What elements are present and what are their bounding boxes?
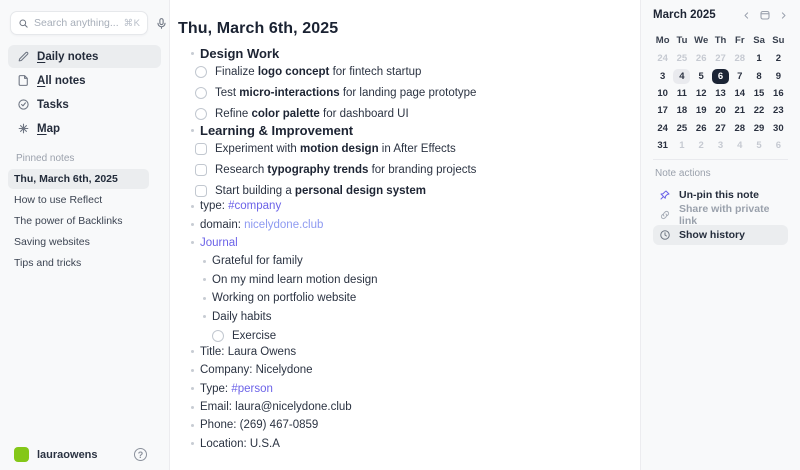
pin-icon [659, 189, 671, 201]
note-action-label: Show history [679, 229, 745, 242]
pinned-note-how-to-use-reflect[interactable]: How to use Reflect [14, 194, 103, 206]
calendar-day[interactable]: 9 [775, 70, 781, 82]
url-link[interactable]: nicelydone.club [244, 218, 324, 231]
bullet-item[interactable] [188, 435, 626, 453]
calendar-day[interactable]: 3 [717, 140, 724, 152]
pinned-note-saving-websites[interactable]: Saving websites [14, 236, 90, 248]
calendar-day[interactable]: 14 [734, 87, 746, 99]
search-input[interactable] [10, 11, 148, 35]
sidebar-nav [0, 43, 169, 140]
bullet-icon [188, 205, 197, 208]
user-avatar[interactable] [14, 447, 29, 462]
task-checkbox[interactable] [195, 87, 207, 99]
bullet-icon [200, 260, 209, 263]
bullet-item[interactable] [188, 215, 626, 233]
task-checkbox[interactable] [195, 108, 207, 120]
calendar-day[interactable]: 7 [737, 70, 743, 82]
calendar-day[interactable]: 28 [734, 53, 746, 65]
task-item[interactable] [195, 138, 626, 159]
search-placeholder: Search anything... [34, 17, 119, 29]
block-text: Email: laura@nicelydone.club [200, 401, 352, 414]
calendar-day[interactable]: 1 [679, 140, 685, 152]
block-text: Location: U.S.A [200, 437, 280, 450]
note-body [178, 45, 626, 453]
task-item[interactable] [195, 103, 626, 124]
bullet-item[interactable] [188, 416, 626, 434]
tag-link[interactable]: #person [231, 382, 273, 395]
help-button[interactable]: ? [134, 448, 147, 461]
calendar-day[interactable]: 27 [715, 53, 726, 65]
calendar-day[interactable]: 31 [657, 140, 668, 152]
sidebar-item-daily-notes[interactable] [8, 45, 161, 68]
user-row [14, 447, 147, 462]
bullet-item[interactable] [200, 252, 626, 270]
bullet-icon [188, 223, 197, 226]
block-text: Title: Laura Owens [200, 345, 297, 358]
bullet-icon [188, 442, 197, 445]
bullet-item[interactable] [188, 380, 626, 398]
calendar-header [653, 6, 788, 24]
block-text: Exercise [232, 330, 277, 343]
calendar-weekday-row [653, 30, 788, 50]
bullet-icon [188, 387, 197, 390]
bullet-item[interactable] [188, 398, 626, 416]
block-text: Refine color palette for dashboard UI [215, 107, 409, 120]
bullet-item[interactable] [188, 343, 626, 361]
calendar-day[interactable]: 5 [756, 140, 762, 152]
block-text: type: #company [200, 200, 282, 213]
calendar-day[interactable]: 2 [775, 53, 781, 65]
bullet-icon [188, 129, 197, 132]
block-text: Company: Nicelydone [200, 364, 313, 377]
note-title[interactable]: Thu, March 6th, 2025 [178, 20, 339, 37]
calendar-day[interactable]: 5 [698, 70, 704, 82]
note-heading[interactable] [188, 122, 626, 138]
calendar-day[interactable]: 30 [773, 122, 784, 134]
note-action-share-with-private-link[interactable] [653, 203, 788, 228]
calendar-day[interactable]: 13 [715, 87, 726, 99]
bullet-item[interactable] [200, 289, 626, 307]
note-action-show-history[interactable] [653, 225, 788, 245]
block-text: Learning & Improvement [200, 122, 354, 138]
bullet-icon [200, 315, 209, 318]
sidebar-item-label: Daily notes [37, 50, 99, 63]
pinned-notes-label: Pinned notes [16, 153, 75, 164]
sidebar-item-map[interactable] [8, 117, 161, 140]
calendar-day[interactable]: 20 [715, 105, 726, 117]
sidebar [0, 0, 170, 470]
block-text: Research typography trends for branding projects [215, 163, 477, 176]
calendar-day[interactable]: 15 [753, 87, 765, 99]
pinned-note-the-power-of-backlinks[interactable]: The power of Backlinks [14, 215, 123, 227]
calendar-day[interactable]: 16 [773, 87, 784, 99]
calendar-day[interactable]: 12 [695, 87, 707, 99]
calendar-days-grid [653, 50, 788, 154]
note-actions-list [653, 185, 788, 245]
task-item[interactable] [195, 82, 626, 103]
calendar-icon[interactable] [759, 9, 771, 21]
block-text: Type: #person [200, 382, 273, 395]
calendar-day[interactable]: 26 [695, 53, 707, 65]
microphone-button[interactable] [153, 15, 170, 32]
calendar-day[interactable]: 4 [672, 67, 691, 84]
calendar-day[interactable]: 29 [753, 122, 765, 134]
link-icon [659, 209, 671, 221]
calendar-day[interactable]: 26 [695, 122, 707, 134]
calendar-day[interactable]: 27 [715, 122, 726, 134]
calendar-day[interactable]: 2 [698, 140, 704, 152]
search-shortcut: ⌘K [123, 17, 141, 29]
bullet-item[interactable] [200, 307, 626, 325]
calendar-day[interactable]: 3 [659, 70, 666, 82]
user-name: lauraowens [37, 448, 98, 461]
sidebar-item-label: Map [37, 122, 61, 135]
calendar-day[interactable]: 8 [756, 70, 762, 82]
task-checkbox[interactable] [195, 164, 207, 176]
note-action-label: Un-pin this note [679, 189, 759, 202]
search-icon [18, 18, 29, 29]
bullet-item[interactable] [188, 234, 626, 252]
block-text: Grateful for family [212, 255, 303, 268]
bullet-icon [188, 369, 197, 372]
sidebar-item-label: Tasks [37, 98, 69, 111]
bullet-item[interactable] [188, 361, 626, 379]
task-checkbox[interactable] [212, 330, 224, 342]
tag-link[interactable]: Journal [200, 236, 238, 249]
pinned-note-tips-and-tricks[interactable]: Tips and tricks [14, 257, 82, 269]
calendar-title: March 2025 [653, 9, 716, 21]
calendar-day-selected[interactable]: 6 [711, 67, 730, 84]
bullet-icon [188, 350, 197, 353]
weekday-label: Fr [735, 34, 745, 46]
weekday-label: Th [714, 34, 727, 46]
block-text: Phone: (269) 467-0859 [200, 419, 319, 432]
bullet-icon [188, 424, 197, 427]
sidebar-item-tasks[interactable] [8, 93, 161, 116]
weekday-label: Tu [676, 34, 688, 46]
calendar-day[interactable]: 18 [676, 105, 688, 117]
calendar-day[interactable]: 1 [756, 53, 762, 65]
sidebar-item-all-notes[interactable] [8, 69, 161, 92]
calendar-day[interactable]: 10 [657, 87, 668, 99]
bullet-icon [188, 406, 197, 409]
calendar-day[interactable]: 28 [734, 122, 746, 134]
calendar-day[interactable]: 4 [737, 140, 743, 152]
block-text: Start building a personal design system [215, 184, 426, 197]
calendar-day[interactable]: 23 [773, 105, 784, 117]
block-text: Design Work [200, 45, 280, 61]
bullet-icon [188, 52, 197, 55]
note-heading[interactable] [188, 45, 626, 61]
task-item[interactable] [195, 61, 626, 82]
panel-divider [653, 159, 788, 160]
pinned-notes-list [0, 169, 169, 273]
calendar-day[interactable]: 19 [695, 105, 707, 117]
task-checkbox[interactable] [195, 185, 207, 197]
calendar-day[interactable]: 21 [734, 105, 746, 117]
calendar-day[interactable]: 25 [676, 53, 688, 65]
block-text: Experiment with motion design in After Effects [215, 142, 456, 155]
note-icon [17, 74, 30, 87]
bullet-icon [188, 241, 197, 244]
note-action-label: Share with private link [679, 203, 770, 228]
calendar-day[interactable]: 17 [657, 105, 668, 117]
note-editor [170, 0, 640, 470]
calendar-day[interactable]: 24 [657, 122, 668, 134]
sidebar-item-label: All notes [37, 74, 86, 87]
calendar-day[interactable]: 22 [753, 105, 765, 117]
right-panel [640, 0, 800, 470]
map-icon [17, 122, 30, 135]
block-text: Test micro-interactions for landing page prototype [215, 86, 477, 99]
note-action-un-pin-this-note[interactable] [653, 185, 788, 205]
note-actions-label: Note actions [655, 168, 711, 180]
search-row [0, 0, 169, 43]
block-text [200, 237, 238, 249]
bullet-item[interactable] [188, 197, 626, 215]
block-text: On my mind learn motion design [212, 273, 378, 286]
tasks-icon [17, 98, 30, 111]
block-text: Working on portfolio website [212, 292, 357, 305]
bullet-icon [200, 297, 209, 300]
block-text: domain: nicelydone.club [200, 218, 324, 231]
weekday-label: Mo [655, 34, 670, 46]
task-checkbox[interactable] [195, 66, 207, 78]
task-checkbox[interactable] [195, 143, 207, 155]
bullet-item[interactable] [200, 271, 626, 289]
bullet-icon [200, 278, 209, 281]
tag-link[interactable]: #company [228, 200, 282, 213]
calendar-day[interactable]: 25 [676, 122, 688, 134]
calendar-day[interactable]: 6 [775, 140, 781, 152]
block-text: Finalize logo concept for fintech startup [215, 65, 422, 78]
block-text: Daily habits [212, 310, 272, 323]
task-item[interactable] [195, 159, 626, 180]
history-icon [659, 229, 671, 241]
weekday-label: Su [772, 34, 785, 46]
pinned-note-thu-march-6th-2025[interactable]: Thu, March 6th, 2025 [8, 169, 149, 189]
calendar-day[interactable]: 11 [676, 87, 687, 99]
weekday-label: We [694, 34, 709, 46]
calendar-next-button[interactable] [779, 11, 788, 20]
weekday-label: Sa [753, 34, 765, 46]
calendar-prev-button[interactable] [742, 11, 751, 20]
pencil-icon [17, 50, 30, 63]
calendar-day[interactable]: 24 [657, 53, 668, 65]
